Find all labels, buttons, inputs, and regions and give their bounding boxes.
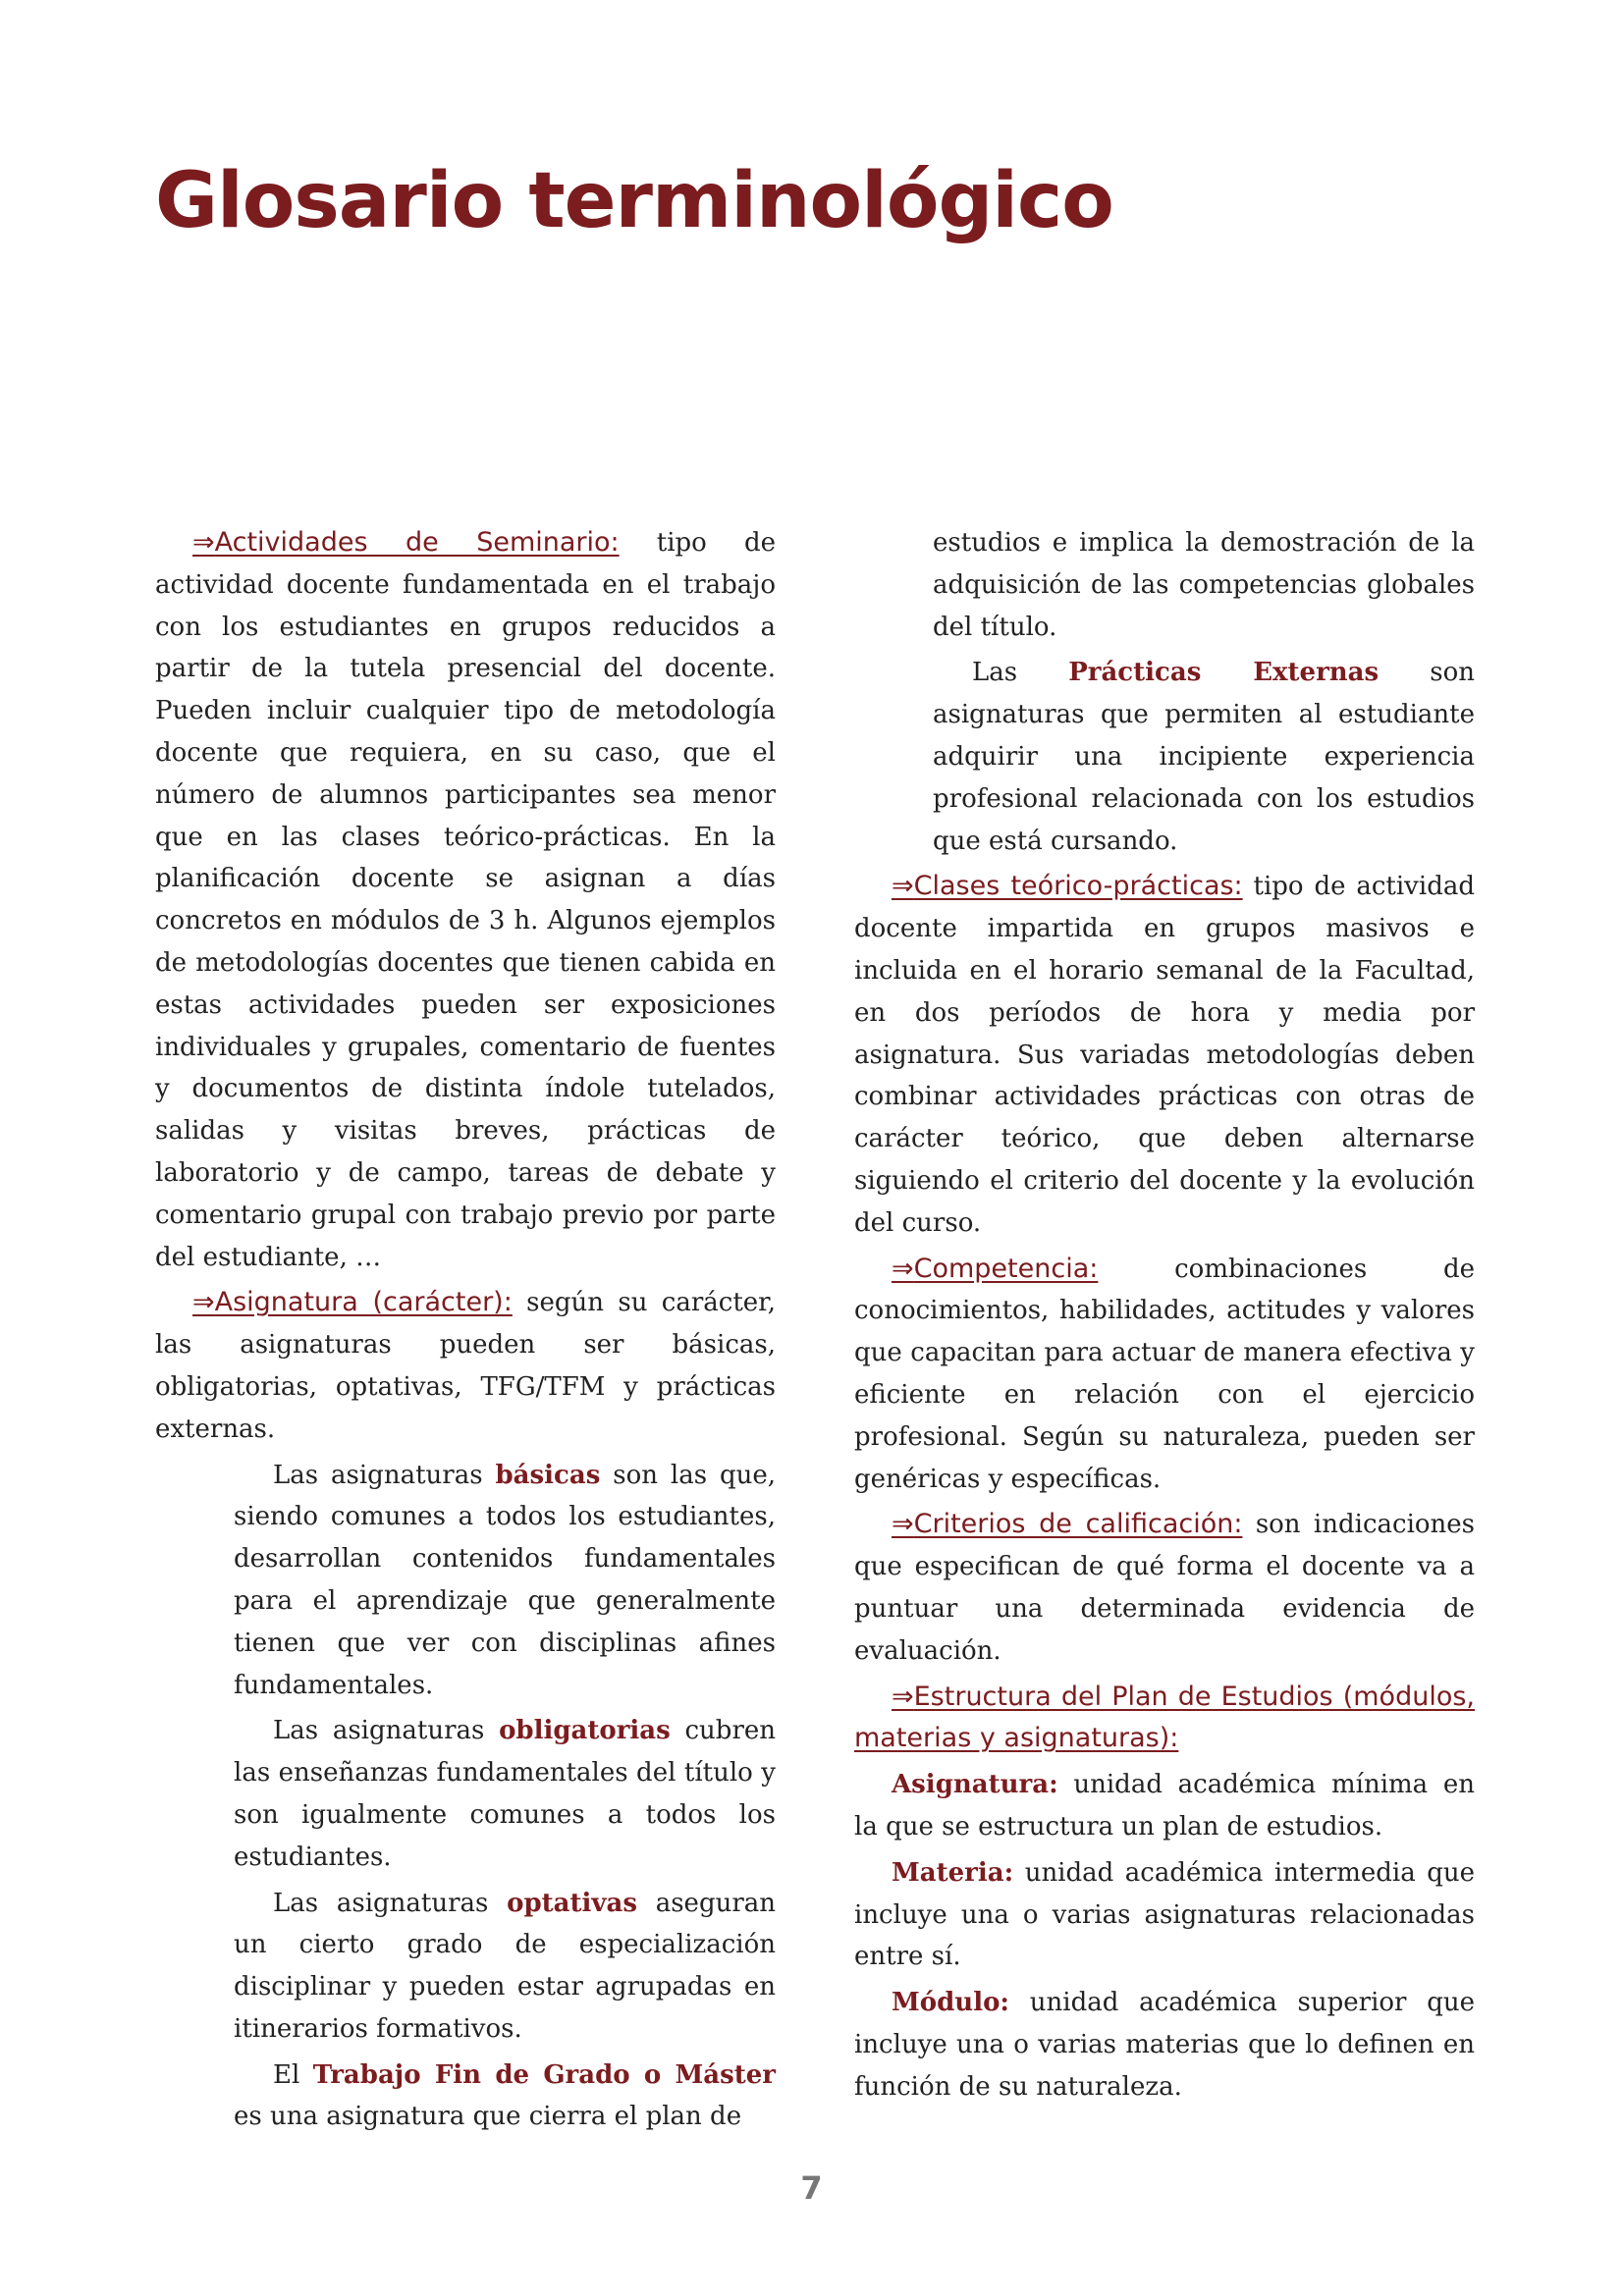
sub-tfg: El Trabajo Fin de Grado o Máster es una asignatura que cierra el plan de (234, 2059, 776, 2132)
def-materia: Materia: unidad académica intermedia que incluye una o varias asignaturas relacionadas entre sí. (854, 1857, 1475, 1972)
term-heading: ⇒Asignatura (carácter): (192, 1287, 513, 1318)
sub-practicas-externas: Las Prácticas Externas son asignaturas que permiten al estudiante adquirir una incipiente experiencia profesional relacionada con los estudios que está cursando. (933, 658, 1476, 856)
arrow-icon: ⇒ (892, 1253, 914, 1284)
entry-asignatura-caracter: ⇒Asignatura (carácter): según su carácter, las asignaturas pueden ser básicas, obligatorias, optativas, TFG/TFM y prácticas externas. (155, 1287, 776, 1444)
left-column (155, 522, 776, 2142)
arrow-icon: ⇒ (892, 871, 914, 902)
def-asignatura: Asignatura: unidad académica mínima en la que se estructura un plan de estudios. (854, 1770, 1475, 1842)
term-heading: ⇒Competencia: (892, 1253, 1099, 1284)
entry-criterios-calificacion: ⇒Criterios de calificación: son indicaciones que especifican de qué forma el docente va a puntuar una determinada evidencia de evaluación. (854, 1509, 1476, 1666)
right-column (854, 522, 1475, 2111)
entry-estructura-plan (854, 1677, 1475, 1761)
arrow-icon: ⇒ (192, 527, 215, 558)
entry-competencia: ⇒Competencia: combinaciones de conocimientos, habilidades, actitudes y valores que capacitan para actuar de manera efectiva y eficiente en relación con el ejercicio profesional. Según su naturaleza, pueden ser genéricas y específicas. (854, 1253, 1475, 1494)
page-title: Glosario terminológico (155, 157, 1113, 245)
arrow-icon: ⇒ (192, 1287, 215, 1318)
term-heading: ⇒Criterios de calificación: (892, 1509, 1243, 1540)
sub-optativas: Las asignaturas optativas aseguran un cierto grado de especialización disciplinar y pueden estar agrupadas en itinerarios formativos. (234, 1888, 777, 2044)
sub-obligatorias: Las asignaturas obligatorias cubren las enseñanzas fundamentales del título y son igualmente comunes a todos los estudiantes. (234, 1716, 777, 1872)
arrow-icon: ⇒ (892, 1681, 914, 1712)
term-heading: ⇒Clases teórico-prácticas: (892, 871, 1243, 902)
entry-actividades-seminario: ⇒Actividades de Seminario: tipo de actividad docente fundamentada en el trabajo con los estudiantes en grupos reducidos a partir de la tutela presencial del docente. Pueden incluir cualquier tipo de metodología docente que requiera, en su caso, que el número de alumnos participantes sea menor que en las clases teórico-prácticas. En la planificación docente se asignan a días concretos en módulos de 3 h. Algunos ejemplos de metodologías docentes que tienen cabida en estas actividades pueden ser exposiciones individuales y grupales, comentario de fuentes y documentos de distinta índole tutelados, salidas y visitas breves, prácticas de laboratorio y de campo, tareas de debate y comentario grupal con trabajo previo por parte del estudiante, … (155, 527, 776, 1272)
page-number: 7 (800, 2169, 823, 2207)
tfg-continuation: estudios e implica la demostración de la adquisición de las competencias globales del título. (933, 528, 1475, 642)
entry-clases-teorico-practicas: ⇒Clases teórico-prácticas: tipo de actividad docente impartida en grupos masivos e incluida en el horario semanal de la Facultad, en dos períodos de hora y media por asignatura. Sus variadas metodologías deben combinar actividades prácticas con otras de carácter teórico, que deben alternarse siguiendo el criterio del docente y la evolución del curso. (854, 871, 1475, 1238)
term-heading: ⇒Actividades de Seminario: (192, 527, 620, 558)
sub-basicas: Las asignaturas básicas son las que, siendo comunes a todos los estudiantes, desarrollan contenidos fundamentales para el aprendizaje que generalmente tienen que ver con disciplinas afines fundamentales. (234, 1460, 777, 1700)
term-heading: ⇒Estructura del Plan de Estudios (módulos, materias y asignaturas): (854, 1681, 1475, 1754)
def-modulo: Módulo: unidad académica superior que incluye una o varias materias que lo definen en función de su naturaleza. (854, 1988, 1475, 2102)
arrow-icon: ⇒ (892, 1509, 914, 1540)
